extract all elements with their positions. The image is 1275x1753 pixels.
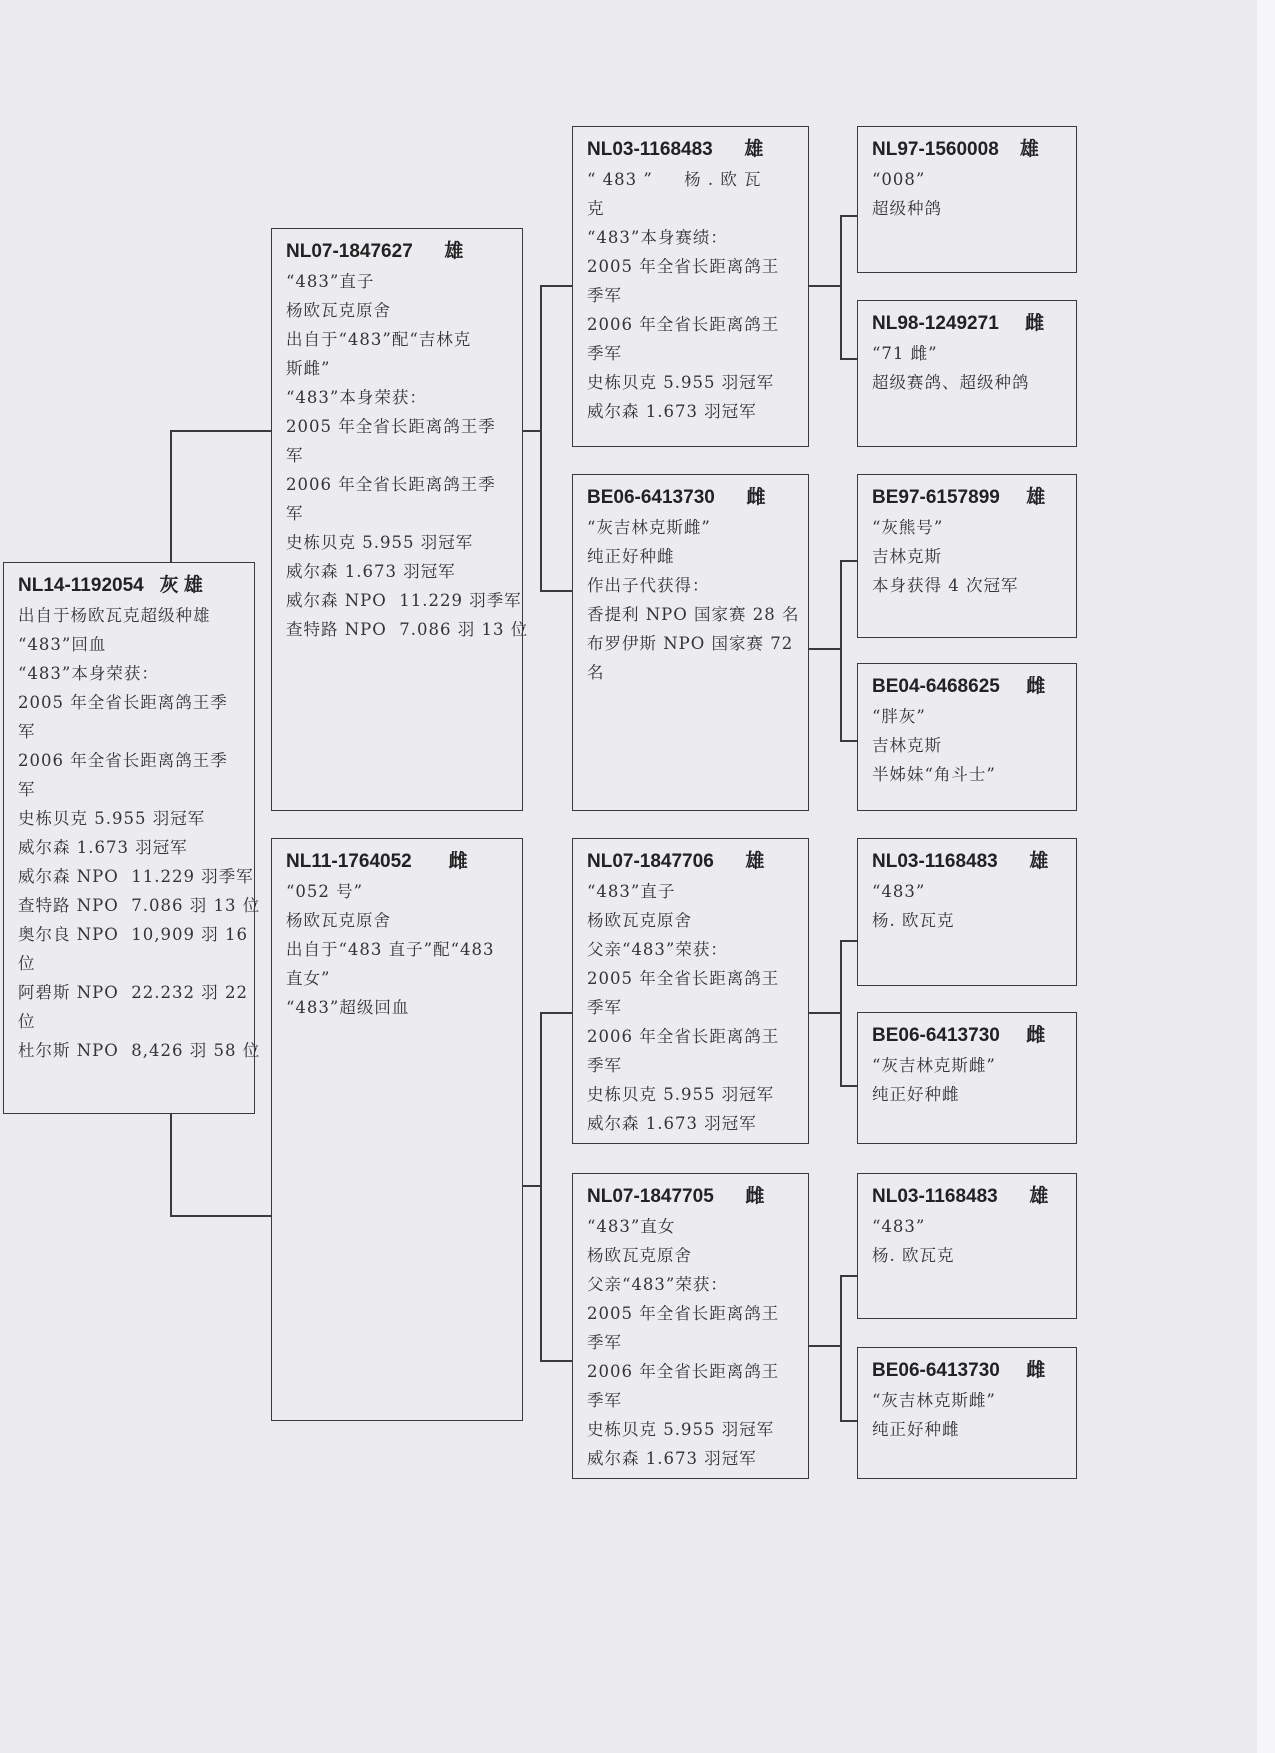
ring-number: NL97-1560008 雄 — [872, 139, 1039, 160]
ring-number: BE06-6413730 雌 — [872, 1025, 1046, 1046]
pedigree-text-line: 作出子代获得： — [587, 576, 710, 595]
pedigree-text-line: “483” — [872, 1217, 926, 1236]
pedigree-text-line: 位 — [18, 1012, 36, 1031]
pedigree-text-line: 超级赛鸽、超级种鸽 — [872, 373, 1030, 392]
great-grandparent-card — [857, 1173, 1077, 1319]
connector-line — [840, 358, 857, 360]
pedigree-text-line: 杨欧瓦克原舍 — [286, 911, 391, 930]
connector-line — [840, 215, 842, 358]
pedigree-text-line: 阿碧斯 NPO 22.232 羽 22 — [18, 983, 249, 1002]
sire-card — [271, 228, 529, 811]
great-grandparent-card — [857, 838, 1077, 986]
pedigree-text-line: 杨欧瓦克原舍 — [286, 301, 391, 320]
ring-number: NL98-1249271 雌 — [872, 313, 1045, 334]
great-grandparent-card — [857, 126, 1077, 273]
pedigree-text-line: “71 雌” — [872, 344, 938, 363]
pedigree-text-line: 布罗伊斯 NPO 国家赛 72 — [587, 634, 794, 653]
pedigree-text-line: 2006 年全省长距离鸽王 — [587, 1362, 780, 1381]
pedigree-text-line: 杨. 欧瓦克 — [872, 1246, 955, 1265]
pedigree-text-line: 出自于“483”配“吉林克 — [286, 330, 472, 349]
grandparent-card — [572, 1173, 809, 1479]
ring-number: NL14-1192054 灰 雄 — [18, 575, 203, 596]
connector-line — [809, 1345, 840, 1347]
ring-number: NL03-1168483 雄 — [872, 1186, 1049, 1207]
ring-number: NL07-1847627 雄 — [286, 241, 464, 262]
pedigree-text-line: 史栋贝克 5.955 羽冠军 — [286, 533, 474, 552]
pedigree-text-line: “008” — [872, 170, 926, 189]
pedigree-text-line: 杨欧瓦克原舍 — [587, 1246, 692, 1265]
pedigree-text-line: 史栋贝克 5.955 羽冠军 — [587, 373, 775, 392]
pedigree-text-line: “483”本身荣获： — [286, 388, 427, 407]
pedigree-text-line: “灰吉林克斯雌” — [587, 518, 711, 537]
pedigree-text-line: 直女” — [286, 969, 331, 988]
pedigree-text-line: “483”直女 — [587, 1217, 676, 1236]
connector-line — [840, 940, 842, 1085]
ring-number: NL07-1847705 雌 — [587, 1186, 765, 1207]
connector-line — [523, 430, 540, 432]
pedigree-text-line: 史栋贝克 5.955 羽冠军 — [587, 1420, 775, 1439]
ring-number: NL03-1168483 雄 — [872, 851, 1049, 872]
connector-line — [840, 1420, 857, 1422]
pedigree-text-line: “483”本身赛绩： — [587, 228, 728, 247]
pedigree-text-line: 出自于“483 直子”配“483 — [286, 940, 495, 959]
pedigree-text-line: 杨欧瓦克原舍 — [587, 911, 692, 930]
pedigree-text-line: “483”直子 — [286, 272, 375, 291]
pedigree-text-line: 克 — [587, 199, 605, 218]
pedigree-text-line: 季军 — [587, 998, 622, 1017]
pedigree-text-line: 威尔森 1.673 羽冠军 — [587, 1114, 757, 1133]
pedigree-text-line: 军 — [18, 780, 36, 799]
pedigree-text-line: 2005 年全省长距离鸽王 — [587, 969, 780, 988]
pedigree-text-line: 2006 年全省长距离鸽王季 — [286, 475, 496, 494]
connector-line — [840, 1085, 857, 1087]
pedigree-text-line: 威尔森 1.673 羽冠军 — [18, 838, 188, 857]
connector-line — [540, 1012, 572, 1014]
root-pigeon-card — [3, 562, 261, 1114]
pedigree-text-line: 威尔森 1.673 羽冠军 — [587, 1449, 757, 1468]
pedigree-text-line: “483”超级回血 — [286, 998, 410, 1017]
great-grandparent-card — [857, 1012, 1077, 1144]
ring-number: NL11-1764052 雌 — [286, 851, 468, 872]
pedigree-text-line: 季军 — [587, 1391, 622, 1410]
pedigree-text-line: 季军 — [587, 344, 622, 363]
pedigree-text-line: 军 — [18, 722, 36, 741]
ring-number: BE97-6157899 雄 — [872, 487, 1046, 508]
connector-line — [840, 215, 857, 217]
connector-line — [170, 1114, 172, 1215]
pedigree-text-line: 查特路 NPO 7.086 羽 13 位 — [286, 620, 529, 639]
pedigree-text-line: 吉林克斯 — [872, 736, 942, 755]
pedigree-text-line: 香提利 NPO 国家赛 28 名 — [587, 605, 800, 624]
great-grandparent-card — [857, 300, 1077, 447]
pedigree-text-line: 2005 年全省长距离鸽王季 — [286, 417, 496, 436]
pedigree-text-line: 斯雌” — [286, 359, 331, 378]
connector-line — [840, 940, 857, 942]
connector-line — [809, 1012, 840, 1014]
pedigree-text-line: “灰吉林克斯雌” — [872, 1391, 996, 1410]
pedigree-text-line: 超级种鸽 — [872, 199, 942, 218]
pedigree-text-line: “483”回血 — [18, 635, 107, 654]
pedigree-text-line: “052 号” — [286, 882, 364, 901]
ring-number: BE06-6413730 雌 — [587, 487, 766, 508]
grandparent-card — [572, 838, 809, 1144]
pedigree-text-line: 2005 年全省长距离鸽王 — [587, 1304, 780, 1323]
pedigree-text-line: 吉林克斯 — [872, 547, 942, 566]
pedigree-text-line: 位 — [18, 954, 36, 973]
scan-edge — [1257, 0, 1275, 1753]
pedigree-text-line: 威尔森 NPO 11.229 羽季军 — [286, 591, 522, 610]
connector-line — [540, 1360, 572, 1362]
connector-line — [540, 285, 542, 590]
pedigree-text-line: “灰熊号” — [872, 518, 944, 537]
pedigree-text-line: 军 — [286, 504, 304, 523]
pedigree-text-line: 出自于杨欧瓦克超级种雄 — [18, 606, 211, 625]
pedigree-text-line: 威尔森 NPO 11.229 羽季军 — [18, 867, 254, 886]
pedigree-text-line: 杨. 欧瓦克 — [872, 911, 955, 930]
great-grandparent-card — [857, 474, 1077, 638]
pedigree-text-line: 2005 年全省长距离鸽王季 — [18, 693, 228, 712]
pedigree-text-line: 半姊妹“角斗士” — [872, 765, 996, 784]
grandparent-card — [572, 474, 809, 811]
great-grandparent-card — [857, 663, 1077, 811]
pedigree-text-line: 父亲“483”荣获： — [587, 1275, 728, 1294]
pedigree-text-line: 史栋贝克 5.955 羽冠军 — [18, 809, 206, 828]
connector-line — [540, 590, 572, 592]
pedigree-text-line: 纯正好种雌 — [587, 547, 675, 566]
connector-line — [170, 430, 271, 432]
pedigree-text-line: “483”本身荣获： — [18, 664, 159, 683]
pedigree-text-line: 威尔森 1.673 羽冠军 — [286, 562, 456, 581]
dam-card — [271, 838, 523, 1421]
pedigree-text-line: 本身获得 4 次冠军 — [872, 576, 1019, 595]
connector-line — [809, 648, 840, 650]
ring-number: NL07-1847706 雄 — [587, 851, 765, 872]
pedigree-text-line: 军 — [286, 446, 304, 465]
pedigree-text-line: “483” — [872, 882, 926, 901]
connector-line — [840, 560, 842, 740]
connector-line — [809, 285, 840, 287]
pedigree-text-line: 2006 年全省长距离鸽王 — [587, 315, 780, 334]
pedigree-text-line: “胖灰” — [872, 707, 926, 726]
pedigree-text-line: 杜尔斯 NPO 8,426 羽 58 位 — [18, 1041, 261, 1060]
ring-number: NL03-1168483 雄 — [587, 139, 764, 160]
connector-line — [840, 740, 857, 742]
connector-line — [540, 1012, 542, 1360]
pedigree-text-line: 威尔森 1.673 羽冠军 — [587, 402, 757, 421]
pedigree-text-line: 2005 年全省长距离鸽王 — [587, 257, 780, 276]
pedigree-text-line: “灰吉林克斯雌” — [872, 1056, 996, 1075]
connector-line — [840, 1275, 842, 1420]
pedigree-text-line: 季军 — [587, 1333, 622, 1352]
pedigree-text-line: 奥尔良 NPO 10,909 羽 16 — [18, 925, 249, 944]
pedigree-text-line: 父亲“483”荣获： — [587, 940, 728, 959]
ring-number: BE04-6468625 雌 — [872, 676, 1046, 697]
connector-line — [170, 1215, 271, 1217]
pedigree-text-line: 名 — [587, 663, 605, 682]
pedigree-text-line: “ 483 ” 杨 . 欧 瓦 — [587, 170, 762, 189]
pedigree-text-line: 纯正好种雌 — [872, 1420, 960, 1439]
pedigree-text-line: 史栋贝克 5.955 羽冠军 — [587, 1085, 775, 1104]
ring-number: BE06-6413730 雌 — [872, 1360, 1046, 1381]
great-grandparent-card — [857, 1347, 1077, 1479]
pedigree-text-line: 2006 年全省长距离鸽王 — [587, 1027, 780, 1046]
pedigree-text-line: 纯正好种雌 — [872, 1085, 960, 1104]
pedigree-text-line: 2006 年全省长距离鸽王季 — [18, 751, 228, 770]
pedigree-text-line: 季军 — [587, 286, 622, 305]
connector-line — [840, 560, 857, 562]
connector-line — [840, 1275, 857, 1277]
connector-line — [540, 285, 572, 287]
connector-line — [523, 1185, 540, 1187]
pedigree-text-line: “483”直子 — [587, 882, 676, 901]
pedigree-text-line: 查特路 NPO 7.086 羽 13 位 — [18, 896, 261, 915]
grandparent-card — [572, 126, 809, 447]
pedigree-text-line: 季军 — [587, 1056, 622, 1075]
connector-line — [170, 430, 172, 562]
